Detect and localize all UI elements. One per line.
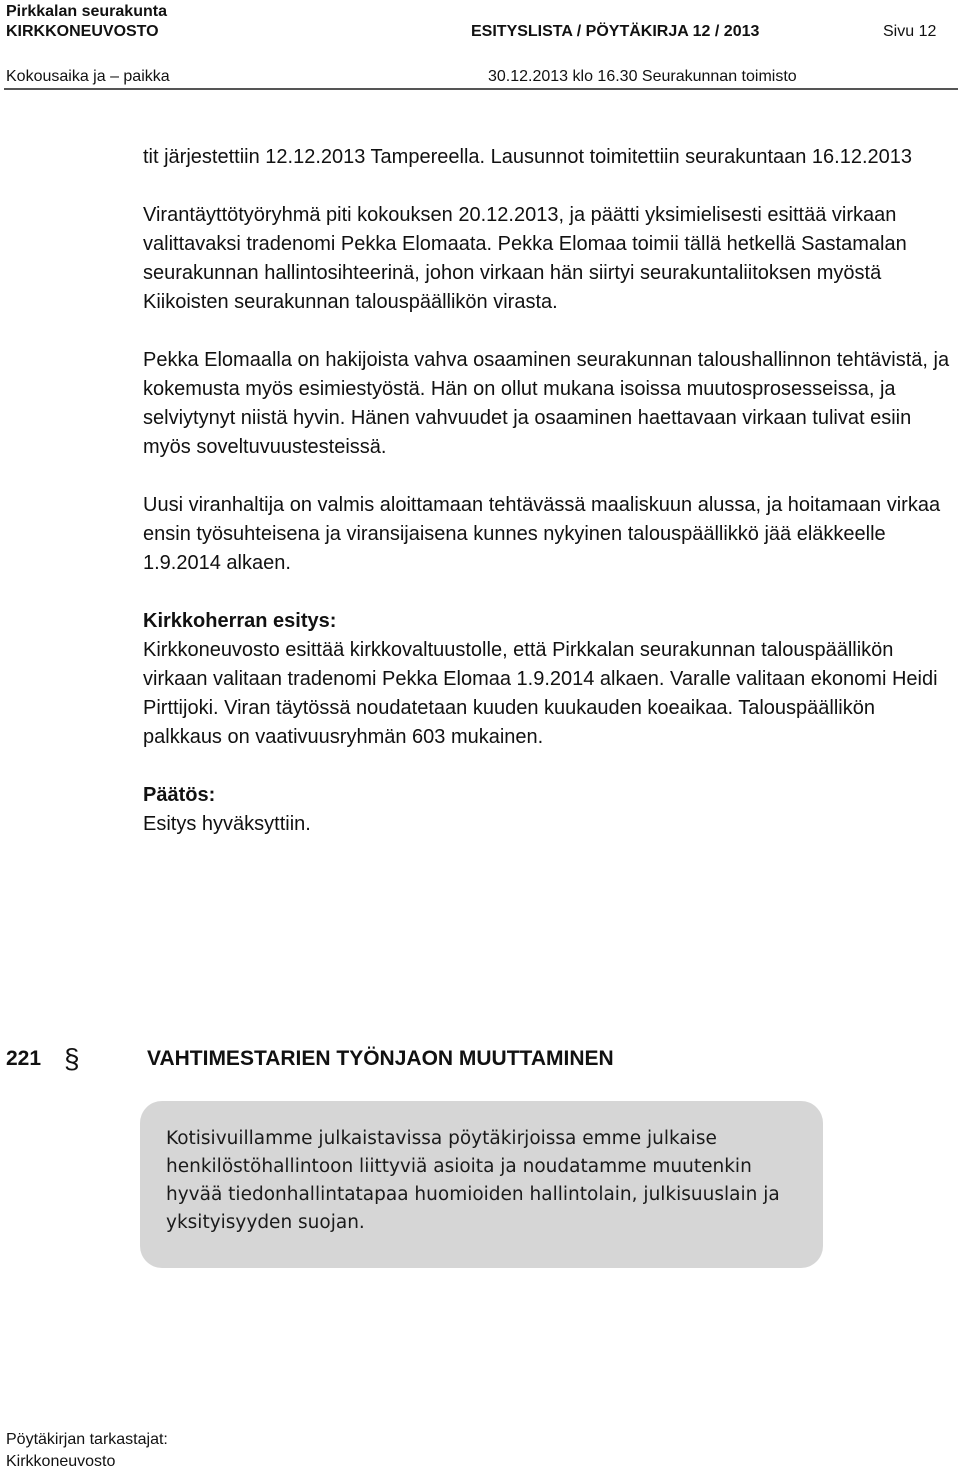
footer-board-label: Kirkkoneuvosto [6, 1453, 116, 1470]
section-title: VAHTIMESTARIEN TYÖNJAON MUUTTAMINEN [147, 1047, 614, 1070]
section-sign: § [64, 1043, 80, 1074]
board-name: KIRKKONEUVOSTO [6, 23, 159, 40]
header-divider [4, 88, 958, 90]
decision-heading: Päätös: [143, 784, 216, 806]
header-row [6, 22, 954, 42]
paragraph-working-group: Virantäyttötyöryhmä piti kokouksen 20.12.2013, ja päätti yksimielisesti esittää virkaan valittavaksi tradenomi Pekka Elomaata. Pekka Elomaa toimii tällä hetkellä Sastamalan seurakunnan hallintosihteerinä, johon virkaan hän siirtyi seurakuntaliitoksen myöstä Kiikoisten seurakunnan talouspäällikön virasta. [143, 204, 907, 313]
privacy-notice-text: Kotisivuillamme julkaistavissa pöytäkirjoissa emme julkaise henkilöstöhallintoon liittyviä asioita ja noudatamme muutenkin hyvää tiedonhallintatapaa huomioiden hallintolain, julkisuuslain ja yksityisyyden suojan. [166, 1128, 780, 1233]
footer-reviewers-label: Pöytäkirjan tarkastajat: [6, 1431, 168, 1448]
privacy-notice-box [140, 1101, 823, 1268]
proposal-block [143, 607, 958, 752]
meeting-label: Kokousaika ja – paikka [6, 68, 170, 85]
proposal-heading: Kirkkoherran esitys: [143, 610, 337, 632]
document-title: ESITYSLISTA / PÖYTÄKIRJA 12 / 2013 [471, 23, 760, 40]
proposal-text: Kirkkoneuvosto esittää kirkkovaltuustolle, että Pirkkalan seurakunnan talouspäällikön virkaan valitaan tradenomi Pekka Elomaa 1.9.2014 alkaen. Varalle valitaan ekonomi Heidi Pirttijoki. Viran täytössä noudatetaan kuuden kuukauden koeaikaa. Talouspäällikön palkkaus on vaativuusryhmän 603 mukainen. [143, 639, 938, 748]
meeting-value: 30.12.2013 klo 16.30 Seurakunnan toimisto [488, 68, 797, 85]
meeting-row [6, 67, 954, 87]
section-number: 221 [6, 1047, 42, 1070]
paragraph-start-date: Uusi viranhaltija on valmis aloittamaan tehtävässä maaliskuun alussa, ja hoitamaan virkaa ensin työsuhteisena ja viransijaisena kunnes nykyinen talouspäällikkö jää eläkkeelle 1.9.2014 alkaen. [143, 494, 941, 574]
paragraph-statements: tit järjestettiin 12.12.2013 Tampereella. Lausunnot toimitettiin seurakuntaan 16.12.2013 [143, 146, 913, 168]
paragraph-candidate: Pekka Elomaalla on hakijoista vahva osaaminen seurakunnan taloushallinnon tehtävistä, ja kokemusta myös esimiestyöstä. Hän on ollut mukana isoissa muutosprosesseissa, ja selviytynyt niistä hyvin. Hänen vahvuudet ja osaaminen haettavaan virkaan tulivat esiin myös soveltuvuustesteissä. [143, 349, 950, 458]
section-heading [6, 1041, 954, 1077]
decision-text: Esitys hyväksyttiin. [143, 813, 311, 835]
document-body [143, 143, 958, 868]
page-number: Sivu 12 [883, 23, 937, 40]
organization-name: Pirkkalan seurakunta [6, 3, 167, 20]
decision-block [143, 781, 958, 839]
